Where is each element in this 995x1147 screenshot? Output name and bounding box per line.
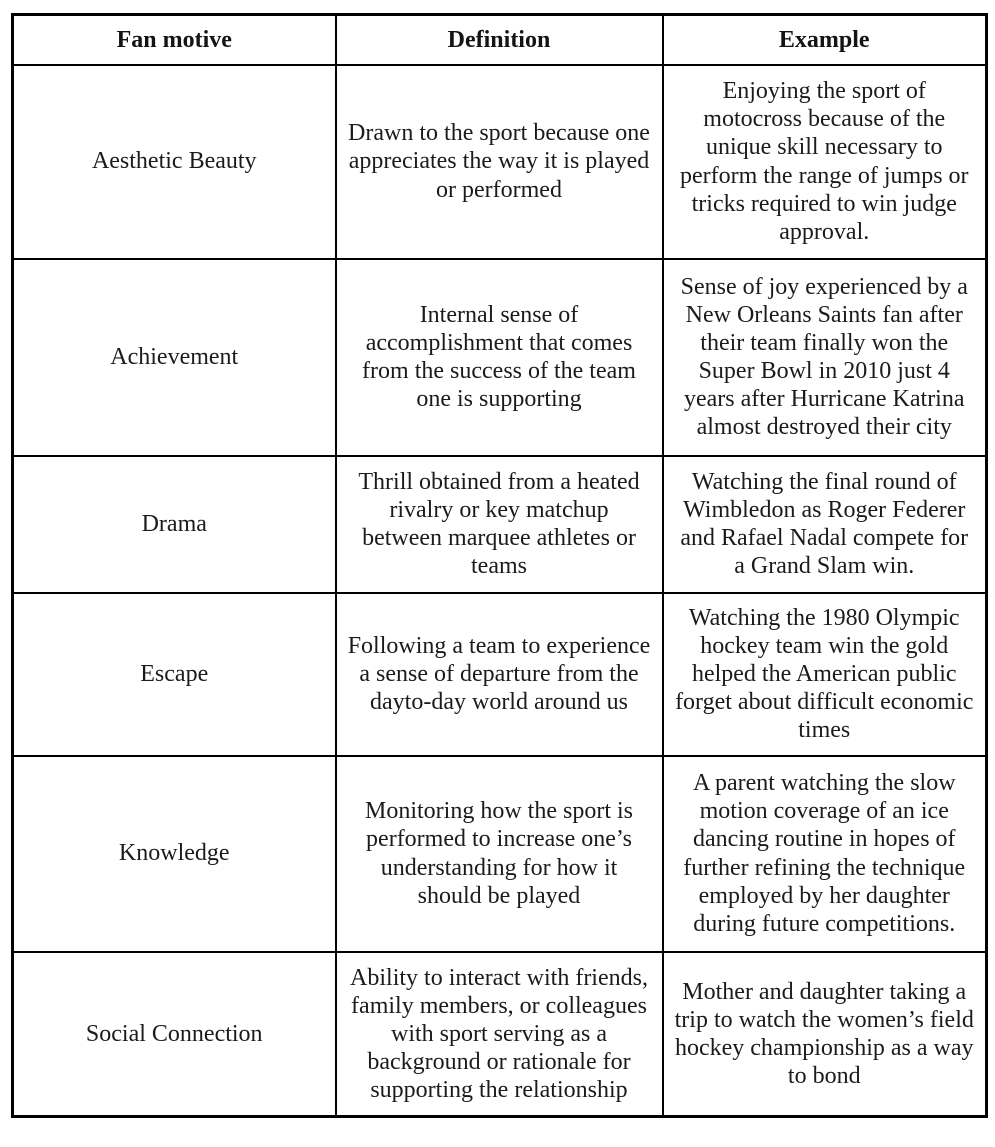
fan-motive-cell: Aesthetic Beauty: [13, 65, 336, 259]
definition-cell: Thrill obtained from a heated rivalry or key matchup between marquee athletes or teams: [336, 456, 663, 593]
header-definition: Definition: [336, 15, 663, 65]
fan-motive-cell: Drama: [13, 456, 336, 593]
table-row: [13, 593, 987, 756]
fan-motive-cell: Escape: [13, 593, 336, 756]
example-cell: Watching the final round of Wimbledon as Roger Federer and Rafael Nadal compete for a Grand Slam win.: [663, 456, 987, 593]
example-cell: Mother and daughter taking a trip to watch the women’s field hockey championship as a way to bond: [663, 952, 987, 1117]
example-cell: Sense of joy experienced by a New Orleans Saints fan after their team finally won the Super Bowl in 2010 just 4 years after Hurricane Katrina almost destroyed their city: [663, 259, 987, 456]
header-fan-motive: Fan motive: [13, 15, 336, 65]
fan-motive-cell: Social Connection: [13, 952, 336, 1117]
definition-cell: Ability to interact with friends, family members, or colleagues with sport serving as a background or rationale for supporting the relationship: [336, 952, 663, 1117]
header-example: Example: [663, 15, 987, 65]
example-cell: Enjoying the sport of motocross because of the unique skill necessary to perform the range of jumps or tricks required to win judge approval.: [663, 65, 987, 259]
table-row: [13, 456, 987, 593]
example-cell: Watching the 1980 Olympic hockey team win the gold helped the American public forget about difficult economic times: [663, 593, 987, 756]
fan-motives-table: [11, 13, 988, 1118]
table-row: [13, 259, 987, 456]
definition-cell: Internal sense of accomplishment that comes from the success of the team one is supporting: [336, 259, 663, 456]
table-row: [13, 952, 987, 1117]
definition-cell: Following a team to experience a sense of departure from the dayto-day world around us: [336, 593, 663, 756]
fan-motive-cell: Knowledge: [13, 756, 336, 952]
definition-cell: Monitoring how the sport is performed to increase one’s understanding for how it should be played: [336, 756, 663, 952]
example-cell: A parent watching the slow motion coverage of an ice dancing routine in hopes of further refining the technique employed by her daughter during future competitions.: [663, 756, 987, 952]
table-row: [13, 65, 987, 259]
table-row: [13, 756, 987, 952]
header-row: [13, 15, 987, 65]
definition-cell: Drawn to the sport because one appreciates the way it is played or performed: [336, 65, 663, 259]
fan-motive-cell: Achievement: [13, 259, 336, 456]
